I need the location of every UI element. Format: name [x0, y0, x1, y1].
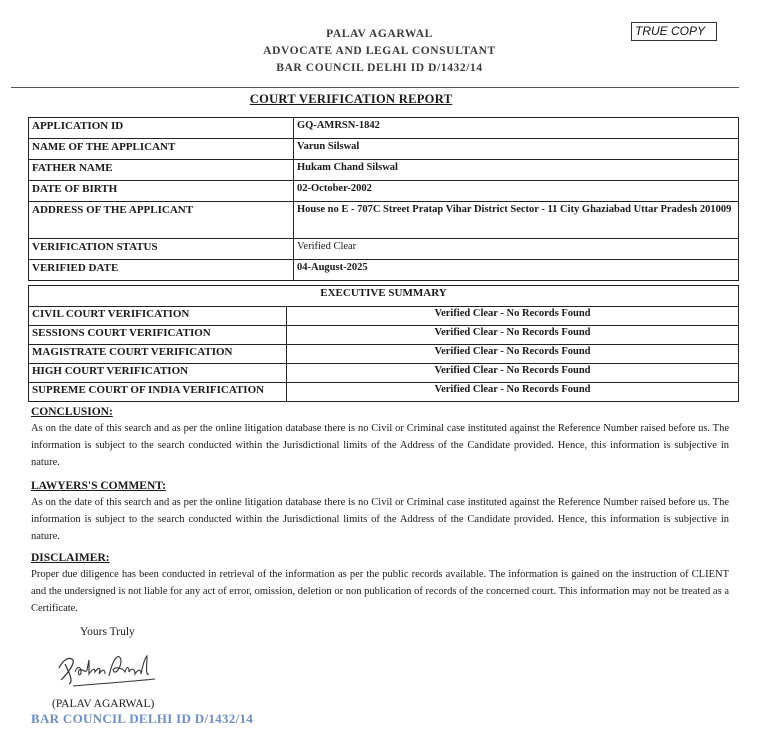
report-title: COURT VERIFICATION REPORT [249, 92, 453, 106]
table-row [29, 160, 739, 181]
conclusion-section [31, 405, 729, 471]
detail-label: FATHER NAME [29, 160, 294, 181]
footer-bar-council-id: BAR COUNCIL DELHI ID D/1432/14 [31, 711, 254, 726]
bar-council-id: BAR COUNCIL DELHI ID D/1432/14 [276, 62, 483, 74]
handwritten-signature [55, 646, 160, 690]
detail-label: VERIFIED DATE [29, 260, 294, 281]
detail-value: House no E - 707C Street Pratap Vihar District Sector - 11 City Ghaziabad Uttar Pradesh 201009 [294, 202, 739, 239]
detail-value: GQ-AMRSN-1842 [294, 118, 739, 139]
header-divider [11, 87, 739, 88]
detail-value: Verified Clear [294, 239, 739, 260]
table-row [29, 383, 739, 402]
table-header-row [29, 286, 739, 307]
table-row [29, 239, 739, 260]
disclaimer-section [31, 551, 729, 617]
true-copy-stamp: TRUE COPY [631, 22, 717, 41]
detail-label: APPLICATION ID [29, 118, 294, 139]
lawyers-comment-text: As on the date of this search and as per the online litigation database there is no Civil or Criminal case instituted against the Reference Number raised before us. The information is subject to the search conducted within the Jurisdictional limits of the Address of the Candidate provided. Hence, this information is subjective in nature. [31, 497, 729, 542]
detail-value: Varun Silswal [294, 139, 739, 160]
summary-value: Verified Clear - No Records Found [287, 326, 739, 345]
advocate-designation: ADVOCATE AND LEGAL CONSULTANT [263, 45, 496, 57]
detail-value: 02-October-2002 [294, 181, 739, 202]
summary-value: Verified Clear - No Records Found [287, 383, 739, 402]
conclusion-heading: CONCLUSION: [31, 406, 113, 418]
table-row [29, 307, 739, 326]
summary-label: HIGH COURT VERIFICATION [29, 364, 287, 383]
table-row [29, 118, 739, 139]
detail-label: DATE OF BIRTH [29, 181, 294, 202]
disclaimer-heading: DISCLAIMER: [31, 552, 110, 564]
detail-label: VERIFICATION STATUS [29, 239, 294, 260]
advocate-name: PALAV AGARWAL [326, 28, 433, 40]
summary-value: Verified Clear - No Records Found [287, 345, 739, 364]
table-row [29, 326, 739, 345]
table-row [29, 139, 739, 160]
lawyers-comment-section [31, 479, 729, 545]
conclusion-text: As on the date of this search and as per the online litigation database there is no Civil or Criminal case instituted against the Reference Number raised before us. The information is subject to the search conducted within the Jurisdictional limits of the Address of the Candidate provided. Hence, this information is subjective in nature. [31, 423, 729, 468]
signatory-name: (PALAV AGARWAL) [52, 698, 155, 710]
table-row [29, 181, 739, 202]
summary-value: Verified Clear - No Records Found [287, 307, 739, 326]
yours-truly: Yours Truly [80, 626, 135, 638]
summary-label: SUPREME COURT OF INDIA VERIFICATION [29, 383, 287, 402]
table-row [29, 202, 739, 239]
summary-heading: EXECUTIVE SUMMARY [29, 286, 739, 307]
summary-label: SESSIONS COURT VERIFICATION [29, 326, 287, 345]
table-row [29, 364, 739, 383]
detail-value: 04-August-2025 [294, 260, 739, 281]
summary-label: MAGISTRATE COURT VERIFICATION [29, 345, 287, 364]
summary-label: CIVIL COURT VERIFICATION [29, 307, 287, 326]
table-row [29, 260, 739, 281]
summary-value: Verified Clear - No Records Found [287, 364, 739, 383]
executive-summary-table [28, 285, 739, 402]
applicant-details-table [28, 117, 739, 281]
detail-label: NAME OF THE APPLICANT [29, 139, 294, 160]
disclaimer-text: Proper due diligence has been conducted in retrieval of the information as per the public records available. The information is gained on the instruction of CLIENT and the undersigned is not liable for any act of error, omission, deletion or non publication of records of the concerned court. This information may not be treated as a Certificate. [31, 569, 729, 614]
detail-label: ADDRESS OF THE APPLICANT [29, 202, 294, 239]
table-row [29, 345, 739, 364]
lawyers-comment-heading: LAWYERS'S COMMENT: [31, 480, 166, 492]
detail-value: Hukam Chand Silswal [294, 160, 739, 181]
